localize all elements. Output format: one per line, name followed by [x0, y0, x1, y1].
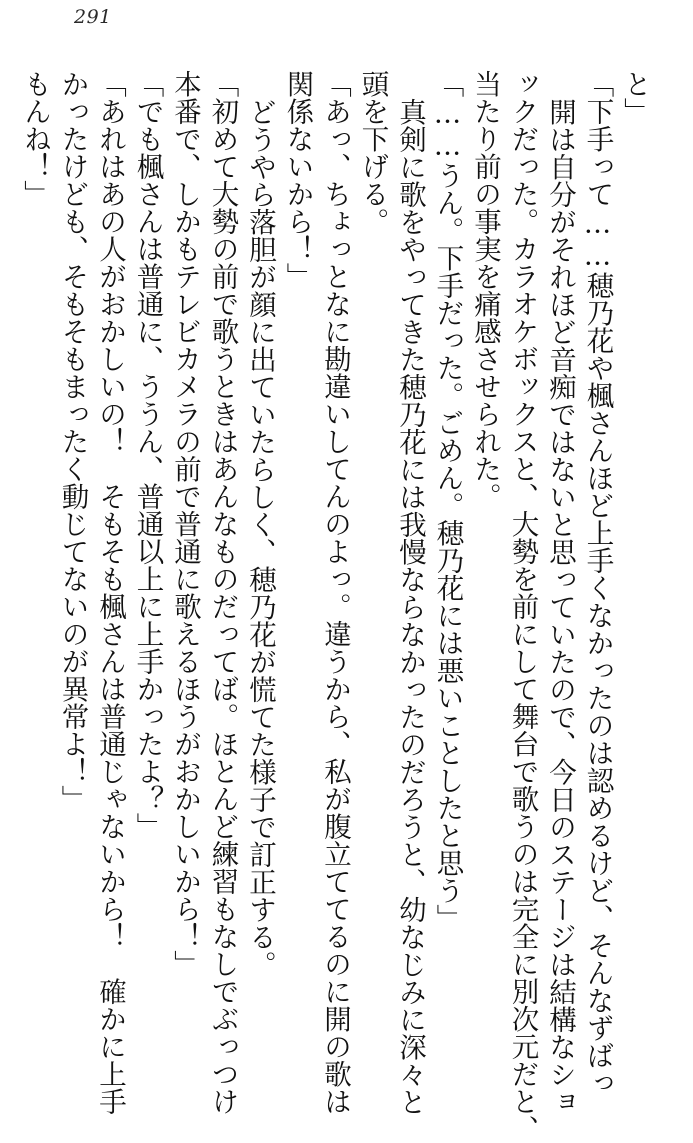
text-line: 「あっ、ちょっとなに勘違いしてんのよっ。違うから、私が腹立ててるのに開の歌は	[319, 70, 351, 1115]
text-line: 「初めて大勢の前で歌うときはあんなものだってば。ほとんど練習もなしでぶっつけ	[206, 70, 239, 1115]
text-line: 真剣に歌をやってきた穂乃花には我慢ならなかったのだろうと、幼なじみに深々と	[394, 97, 426, 1115]
text-line: 「あれはあの人がおかしいの！ そもそも楓さんは普通じゃないから！ 確かに上手	[94, 70, 126, 1115]
text-line: かったけども、そもそもまったく動じてないのが異常よ！」	[56, 70, 89, 813]
text-line: 「下手って……穂乃花や楓さんほど上手くなかったのは認めるけど、そんなずばっ	[581, 70, 614, 1097]
text-line: もんね！」	[19, 70, 51, 208]
novel-body-text	[19, 70, 653, 1143]
text-line: 本番で、しかもテレビカメラの前で普通に歌えるほうがおかしいから！」	[169, 70, 201, 978]
text-line: 頭を下げる。	[356, 70, 389, 235]
text-line: ックだった。カラオケボックスと、大勢を前にして舞台で歌うのは完全に別次元だと、	[506, 70, 539, 1143]
text-line: どうやら落胆が顔に出ていたらしく、穂乃花が慌てた様子で訂正する。	[244, 97, 276, 978]
text-line: 関係ないから！」	[281, 70, 314, 290]
text-line: 「……うん。下手だった。ごめん。穂乃花には悪いことしたと思う」	[431, 70, 464, 932]
text-line: 「でも楓さんは普通に、ううん、普通以上に上手かったよ？」	[131, 70, 164, 840]
page-number: 291	[74, 6, 112, 28]
text-line: 開は自分がそれほど音痴ではないと思っていたので、今日のステージは結構なショ	[544, 97, 576, 1115]
text-line: と」	[619, 70, 651, 125]
text-line: 当たり前の事実を痛感させられた。	[469, 70, 501, 510]
